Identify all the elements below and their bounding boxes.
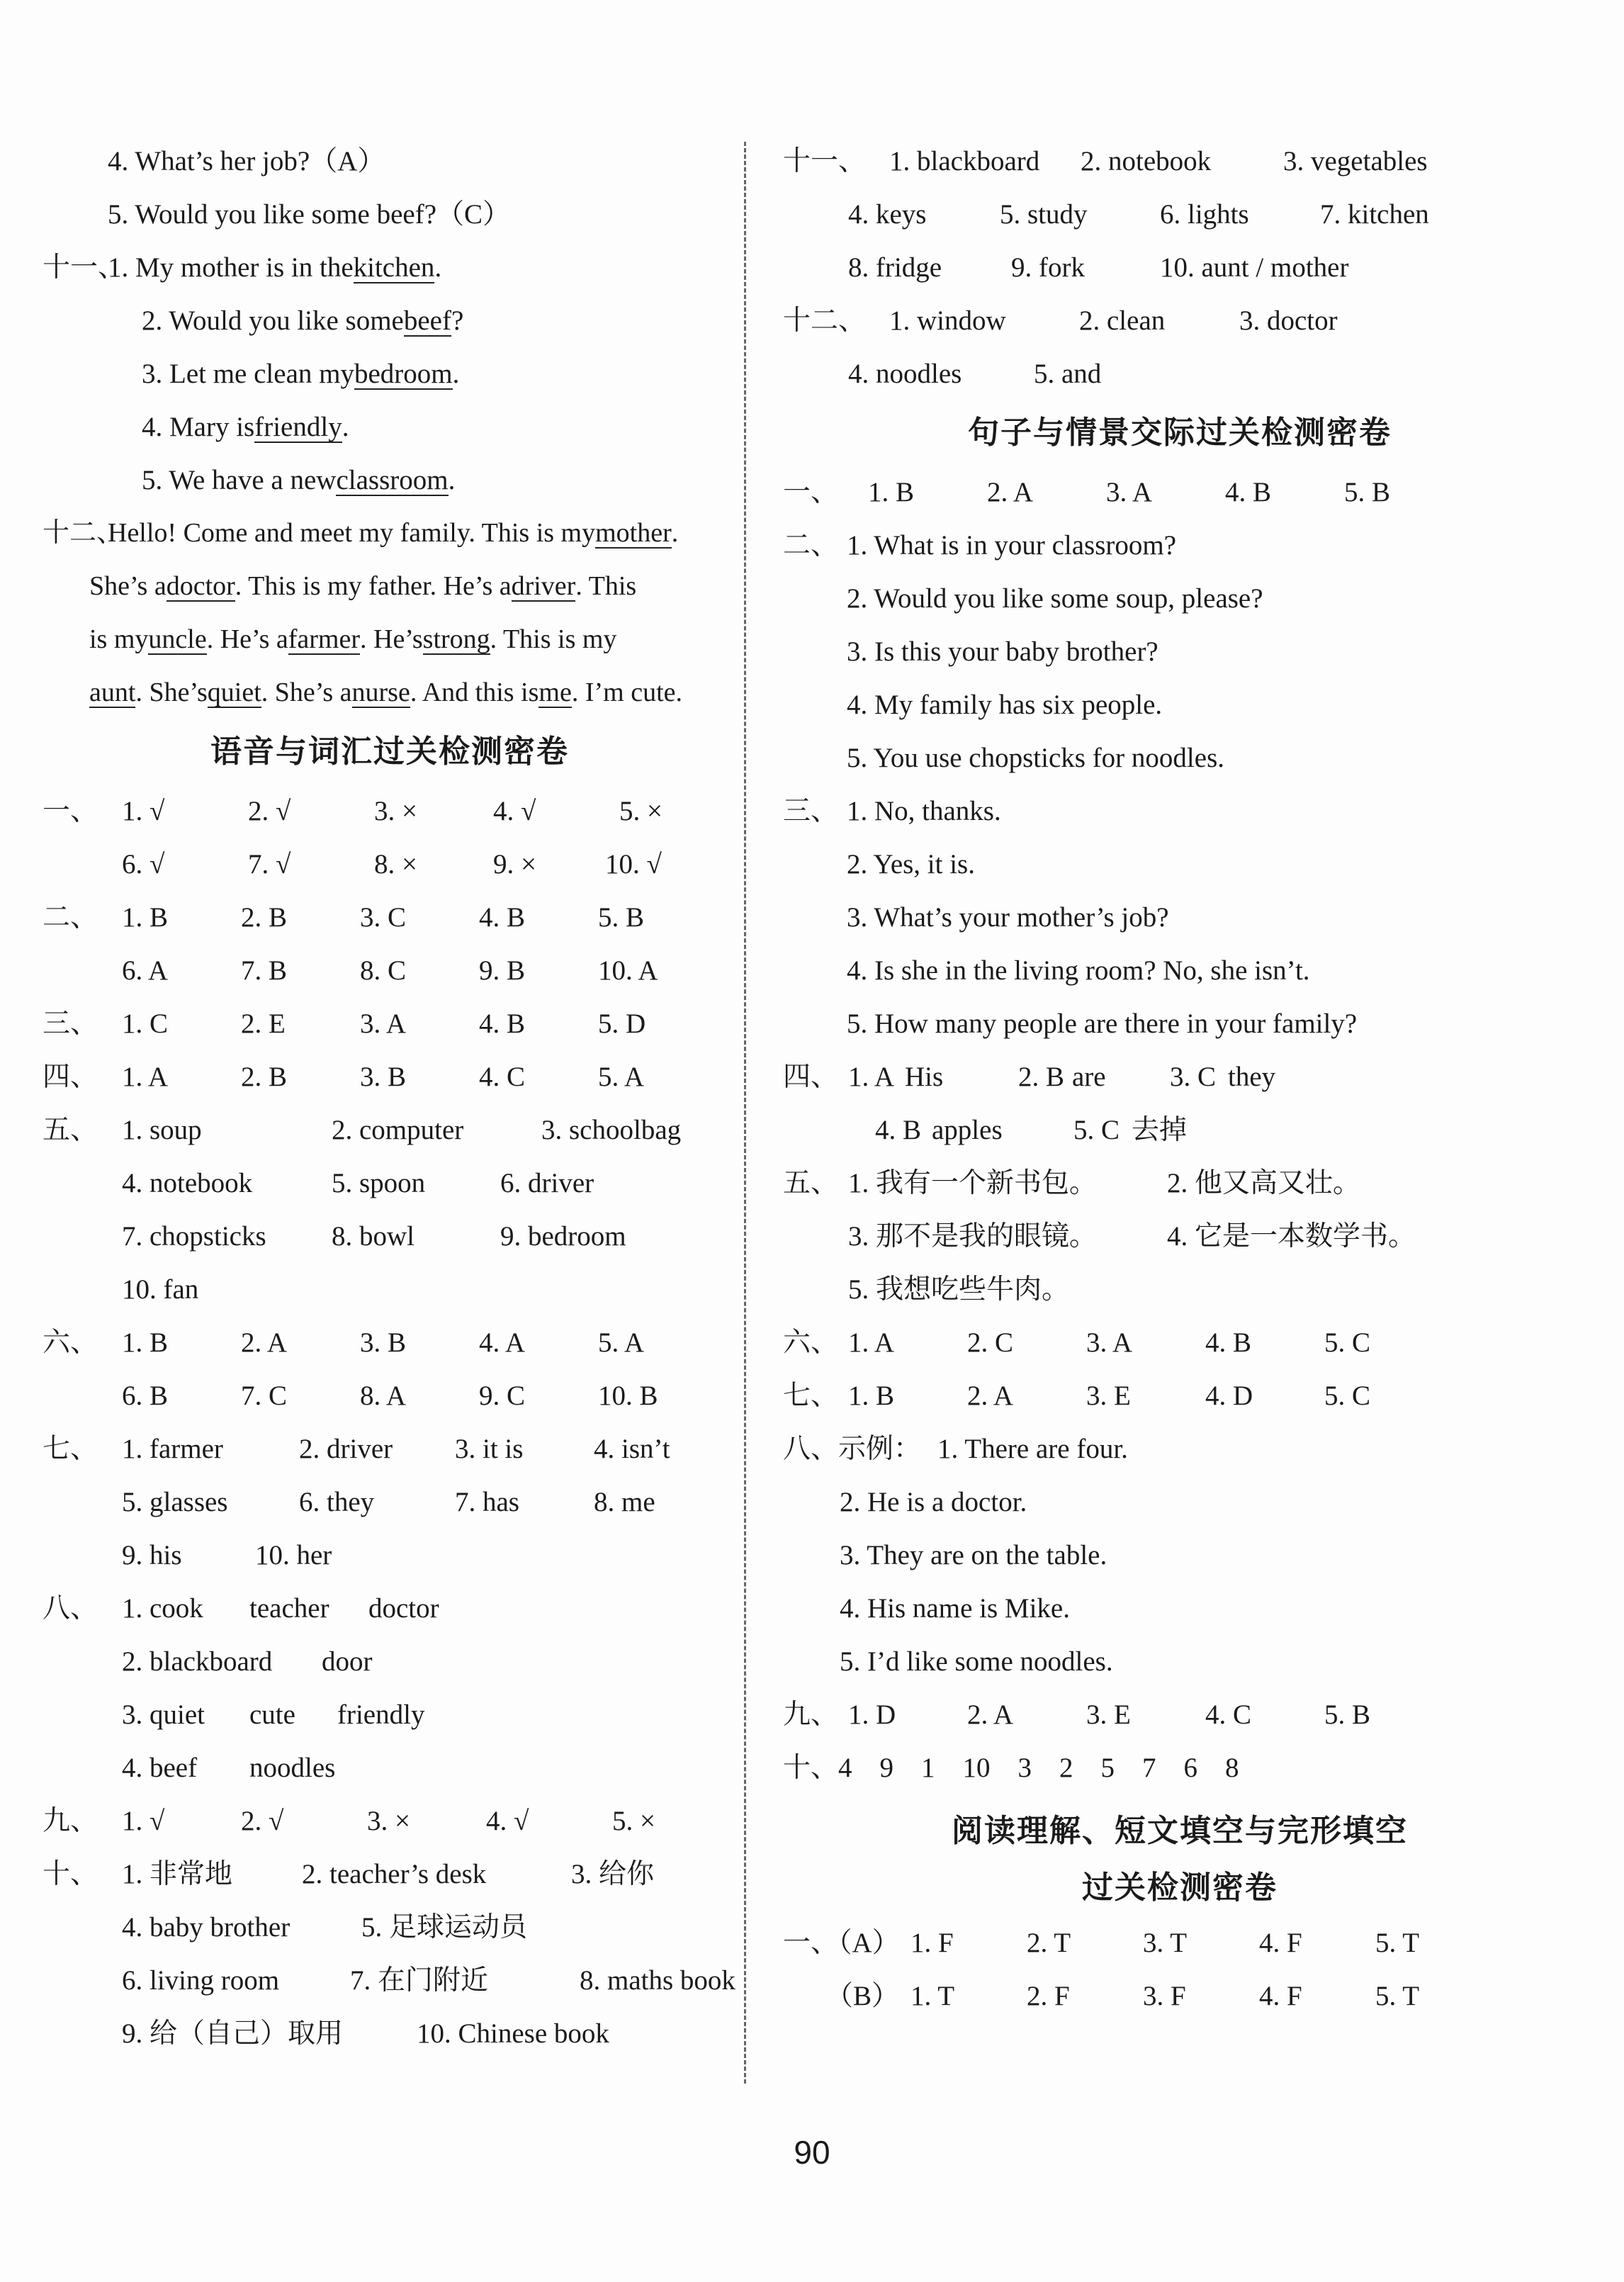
answer-row: 九、 1. D 2. A 3. E 4. C 5. B <box>783 1699 1371 1730</box>
answer-row: 3. What’s your mother’s job? <box>847 902 1169 933</box>
section-11-line: 3. Let me clean mybedroom. <box>142 359 460 389</box>
section-12-line: is myuncle. He’s afarmer. He’sstrong. This is my <box>89 624 617 654</box>
answer-row: 4. Is she in the living room? No, she isn’t. <box>847 955 1310 986</box>
section-label: 十二、 <box>43 518 124 548</box>
answer-row: 四、 1. A His 2. B are 3. C they <box>783 1062 1276 1092</box>
answer-row: 9. his 10. her <box>122 1540 332 1570</box>
answer-row: （B） 1. T 2. F 3. F 4. F 5. T <box>825 1981 1420 2011</box>
answer-row: 4. My family has six people. <box>847 690 1163 720</box>
answer-row: 4. B apples 5. C 去掉 <box>875 1115 1188 1145</box>
section-11-line: 2. Would you like somebeef? <box>142 305 464 336</box>
answer-line: 5. Would you like some beef?（C） <box>108 199 511 230</box>
answer-row: 八、 1. cook teacher doctor <box>43 1593 439 1624</box>
section-12-line: She’s adoctor. This is my father. He’s adriver. This <box>89 571 637 601</box>
answer-row: 3. They are on the table. <box>840 1540 1107 1570</box>
answer-row: 5. How many people are there in your family? <box>847 1008 1358 1039</box>
section-title: 阅读理解、短文填空与完形填空 <box>952 1813 1408 1849</box>
answer-line: 4. What’s her job?（A） <box>108 146 385 176</box>
answer-row: 2. Yes, it is. <box>847 849 975 879</box>
answer-row: 十、 1. 非常地 2. teacher’s desk 3. 给你 <box>43 1859 655 1889</box>
answer-row: 二、 1. What is in your classroom? <box>783 530 1177 561</box>
answer-row: 4. His name is Mike. <box>840 1593 1070 1624</box>
answer-row: 2. Would you like some soup, please? <box>847 583 1263 614</box>
underlined-answer: friendly <box>254 412 342 442</box>
section-11-line: 5. We have a newclassroom. <box>142 465 456 495</box>
answer-row: 3. 那不是我的眼镜。 4. 它是一本数学书。 <box>848 1221 1416 1252</box>
answer-row: 2. He is a doctor. <box>840 1487 1027 1517</box>
underlined-answer: bedroom <box>354 359 453 389</box>
answer-row: 一、（A） 1. F 2. T 3. T 4. F 5. T <box>783 1928 1420 1958</box>
answer-row: 一、 1. √ 2. √ 3. × 4. √ 5. × <box>43 796 662 826</box>
answer-row: 5. I’d like some noodles. <box>840 1646 1113 1677</box>
answer-row: 一、 1. B 2. A 3. A 4. B 5. B <box>783 477 1391 507</box>
answer-row: 三、 1. No, thanks. <box>783 796 1001 826</box>
answer-row: 4. notebook 5. spoon 6. driver <box>122 1168 594 1198</box>
column-divider <box>744 142 746 2084</box>
answer-row: 十二、 1. window 2. clean 3. doctor <box>783 305 1338 336</box>
answer-row: 六、 1. A 2. C 3. A 4. B 5. C <box>783 1327 1371 1358</box>
section-12-line: 十二、Hello! Come and meet my family. This is mymother. <box>43 507 737 560</box>
answer-row: 六、 1. B 2. A 3. B 4. A 5. A <box>43 1327 645 1358</box>
answer-row: 10. fan <box>122 1274 199 1305</box>
answer-row: 5. You use chopsticks for noodles. <box>847 743 1224 773</box>
answer-row: 9. 给（自己）取用 10. Chinese book <box>122 2018 609 2049</box>
answer-row: 7. chopsticks 8. bowl 9. bedroom <box>122 1221 626 1252</box>
section-title: 句子与情景交际过关检测密卷 <box>968 415 1392 451</box>
section-subtitle: 过关检测密卷 <box>1082 1870 1278 1906</box>
answer-row: 3. Is this your baby brother? <box>847 636 1158 667</box>
answer-row: 6. living room 7. 在门附近 8. maths book <box>122 1965 735 1996</box>
section-11-line: 十一、1. My mother is in thekitchen. <box>43 241 737 294</box>
underlined-answer: beef <box>403 305 451 336</box>
answer-row: 6. √ 7. √ 8. × 9. × 10. √ <box>122 849 662 879</box>
page-number: 90 <box>794 2134 830 2171</box>
answer-row: 九、 1. √ 2. √ 3. × 4. √ 5. × <box>43 1806 655 1836</box>
section-label: 十一、 <box>43 252 126 283</box>
section-title: 语音与词汇过关检测密卷 <box>210 734 569 770</box>
answer-row: 五、 1. soup 2. computer 3. schoolbag <box>43 1115 682 1145</box>
answer-row: 二、 1. B 2. B 3. C 4. B 5. B <box>43 902 645 933</box>
right-column <box>783 135 1577 2023</box>
answer-row: 8. fridge 9. fork 10. aunt / mother <box>848 252 1349 283</box>
answer-row: 4. keys 5. study 6. lights 7. kitchen <box>848 199 1429 230</box>
answer-row: 4. baby brother 5. 足球运动员 <box>122 1912 528 1943</box>
section-11-line: 4. Mary isfriendly. <box>142 412 349 442</box>
answer-row: 四、 1. A 2. B 3. B 4. C 5. A <box>43 1062 645 1092</box>
answer-row: 4. noodles 5. and <box>848 359 1102 389</box>
answer-row: 5. glasses 6. they 7. has 8. me <box>122 1487 655 1517</box>
answer-row: 八、示例： 1. There are four. <box>783 1434 1128 1464</box>
answer-row: 4. beef noodles <box>122 1753 336 1783</box>
answer-row: 5. 我想吃些牛肉。 <box>848 1274 1070 1305</box>
left-column <box>43 135 737 2060</box>
answer-row: 三、 1. C 2. E 3. A 4. B 5. D <box>43 1008 646 1039</box>
answer-row: 七、 1. farmer 2. driver 3. it is 4. isn’t <box>43 1434 670 1464</box>
answer-row: 6. B 7. C 8. A 9. C 10. B <box>122 1381 658 1411</box>
answer-row: 五、 1. 我有一个新书包。 2. 他又高又壮。 <box>783 1168 1361 1198</box>
underlined-answer: classroom <box>336 465 449 495</box>
answer-row: 十、4 9 1 10 3 2 5 7 6 8 <box>783 1753 1239 1783</box>
answer-row: 2. blackboard door <box>122 1646 373 1677</box>
underlined-answer: kitchen <box>353 252 435 283</box>
section-12-line: aunt. She’squiet. She’s anurse. And this isme. I’m cute. <box>89 678 683 707</box>
answer-row: 6. A 7. B 8. C 9. B 10. A <box>122 955 658 986</box>
answer-row: 七、 1. B 2. A 3. E 4. D 5. C <box>783 1381 1371 1411</box>
answer-row: 3. quiet cute friendly <box>122 1699 425 1730</box>
answer-row: 十一、 1. blackboard 2. notebook 3. vegetables <box>783 146 1428 176</box>
